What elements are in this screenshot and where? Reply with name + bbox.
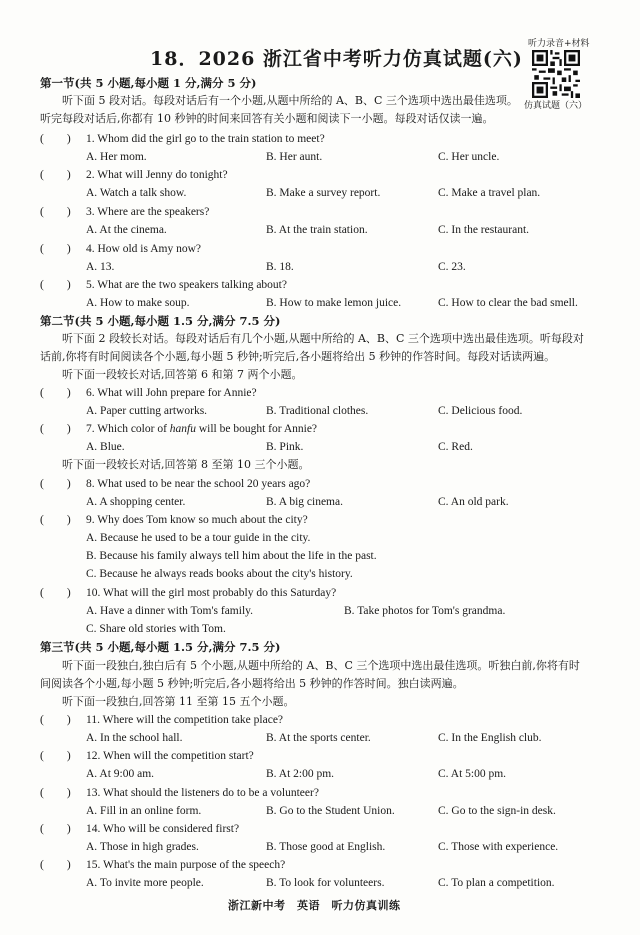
answer-blank[interactable]: ( ): [40, 169, 71, 181]
option-c[interactable]: C. Red.: [438, 441, 473, 453]
option-a[interactable]: A. Those in high grades.: [86, 841, 199, 853]
option-c[interactable]: C. Delicious food.: [438, 405, 523, 417]
answer-blank[interactable]: ( ): [40, 750, 71, 762]
question-6: ( ) 6. What will John prepare for Annie?: [40, 387, 257, 399]
option-b[interactable]: B. How to make lemon juice.: [266, 297, 402, 309]
section-3-subinstruction: 听下面一段独白,回答第 11 至第 15 五个小题。: [62, 695, 295, 708]
section-2-subinstruction: 听下面一段较长对话,回答第 8 至第 10 三个小题。: [62, 458, 310, 471]
answer-blank[interactable]: ( ): [40, 587, 71, 599]
question-4: ( ) 4. How old is Amy now?: [40, 243, 201, 255]
option-c[interactable]: C. Because he always reads books about the city's history.: [86, 568, 353, 580]
option-c[interactable]: C. Those with experience.: [438, 841, 559, 853]
option-b[interactable]: B. Because his family always tell him about the life in the past.: [86, 550, 377, 562]
option-c[interactable]: C. In the restaurant.: [438, 224, 530, 236]
option-b[interactable]: B. At the sports center.: [266, 732, 371, 744]
option-c[interactable]: C. Make a travel plan.: [438, 187, 541, 199]
page-title: 18．2026 浙江省中考听力仿真试题(六): [150, 48, 523, 70]
option-b[interactable]: B. At 2:00 pm.: [266, 768, 335, 780]
answer-blank[interactable]: ( ): [40, 243, 71, 255]
option-b[interactable]: B. Those good at English.: [266, 841, 386, 853]
option-c[interactable]: C. Her uncle.: [438, 151, 500, 163]
option-c[interactable]: C. 23.: [438, 261, 466, 273]
answer-blank[interactable]: ( ): [40, 859, 71, 871]
option-a[interactable]: A. Paper cutting artworks.: [86, 405, 208, 417]
answer-blank[interactable]: ( ): [40, 279, 71, 291]
section-3-instruction: 听下面一段独白,独白后有 5 个小题,从题中所给的 A、B、C 三个选项中选出最佳选项。听独白前,你将有时: [62, 659, 580, 672]
answer-blank[interactable]: ( ): [40, 387, 71, 399]
answer-blank[interactable]: ( ): [40, 133, 71, 145]
answer-blank[interactable]: ( ): [40, 714, 71, 726]
question-9: ( ) 9. Why does Tom know so much about the city?: [40, 514, 308, 526]
qr-code-icon[interactable]: [532, 50, 580, 98]
qr-caption-top: 听力录音+材料: [528, 39, 590, 49]
option-a[interactable]: A. To invite more people.: [86, 877, 204, 889]
question-8: ( ) 8. What used to be near the school 20 years ago?: [40, 478, 311, 490]
section-2-header: 第二节(共 5 小题,每小题 1.5 分,满分 7.5 分): [40, 314, 281, 328]
option-c[interactable]: C. An old park.: [438, 496, 509, 508]
option-c[interactable]: C. To plan a competition.: [438, 877, 555, 889]
section-2-instruction: 话前,你将有时间阅读各个小题,每小题 5 秒钟;听完后,各小题将给出 5 秒钟的作答时间。每段对话读两遍。: [40, 350, 556, 363]
option-c[interactable]: C. How to clear the bad smell.: [438, 297, 578, 309]
question-2: ( ) 2. What will Jenny do tonight?: [40, 169, 228, 181]
option-c[interactable]: C. Share old stories with Tom.: [86, 623, 226, 635]
option-a[interactable]: A. Because he used to be a tour guide in the city.: [86, 532, 311, 544]
section-1-header: 第一节(共 5 小题,每小题 1 分,满分 5 分): [40, 76, 257, 90]
option-b[interactable]: B. At the train station.: [266, 224, 368, 236]
option-a[interactable]: A. Her mom.: [86, 151, 147, 163]
question-10: ( ) 10. What will the girl most probably do this Saturday?: [40, 587, 337, 599]
answer-blank[interactable]: ( ): [40, 787, 71, 799]
question-12: ( ) 12. When will the competition start?: [40, 750, 254, 762]
option-a[interactable]: A. 13.: [86, 261, 115, 273]
qr-caption-bottom: 仿真试题（六）: [524, 101, 588, 111]
option-b[interactable]: B. 18.: [266, 261, 294, 273]
page-footer: 浙江新中考 英语 听力仿真训练: [228, 899, 401, 912]
question-11: ( ) 11. Where will the competition take place?: [40, 714, 284, 726]
answer-blank[interactable]: ( ): [40, 478, 71, 490]
option-c[interactable]: C. Go to the sign-in desk.: [438, 805, 556, 817]
answer-blank[interactable]: ( ): [40, 514, 71, 526]
question-3: ( ) 3. Where are the speakers?: [40, 206, 210, 218]
option-b[interactable]: B. A big cinema.: [266, 496, 343, 508]
option-c[interactable]: C. In the English club.: [438, 732, 542, 744]
question-1: ( ) 1. Whom did the girl go to the train station to meet?: [40, 133, 325, 145]
question-15: ( ) 15. What's the main purpose of the speech?: [40, 859, 286, 871]
option-a[interactable]: A. A shopping center.: [86, 496, 186, 508]
section-2-subinstruction: 听下面一段较长对话,回答第 6 和第 7 两个小题。: [62, 368, 303, 381]
option-c[interactable]: C. At 5:00 pm.: [438, 768, 507, 780]
answer-blank[interactable]: ( ): [40, 206, 71, 218]
option-b[interactable]: B. Go to the Student Union.: [266, 805, 395, 817]
option-a[interactable]: A. How to make soup.: [86, 297, 190, 309]
option-a[interactable]: A. Fill in an online form.: [86, 805, 202, 817]
section-3-instruction: 间阅读各个小题,每小题 5 秒钟;听完后,各小题将给出 5 秒钟的作答时间。独白读两遍。: [40, 677, 464, 690]
option-a[interactable]: A. Watch a talk show.: [86, 187, 187, 199]
answer-blank[interactable]: ( ): [40, 423, 71, 435]
option-b[interactable]: B. Make a survey report.: [266, 187, 381, 199]
option-a[interactable]: A. Have a dinner with Tom's family.: [86, 605, 254, 617]
option-b[interactable]: B. Her aunt.: [266, 151, 323, 163]
option-b[interactable]: B. Pink.: [266, 441, 304, 453]
question-13: ( ) 13. What should the listeners do to be a volunteer?: [40, 787, 319, 799]
option-a[interactable]: A. Blue.: [86, 441, 125, 453]
section-2-instruction: 听下面 2 段较长对话。每段对话后有几个小题,从题中所给的 A、B、C 三个选项中选出最佳选项。听每段对: [62, 332, 584, 345]
option-b[interactable]: B. Take photos for Tom's grandma.: [344, 605, 506, 617]
option-a[interactable]: A. At 9:00 am.: [86, 768, 155, 780]
section-1-instruction: 听下面 5 段对话。每段对话后有一个小题,从题中所给的 A、B、C 三个选项中选出最佳选项。: [62, 94, 518, 107]
question-7: ( ) 7. Which color of hanfu will be bought for Annie?: [40, 423, 318, 435]
option-b[interactable]: B. To look for volunteers.: [266, 877, 385, 889]
question-5: ( ) 5. What are the two speakers talking about?: [40, 279, 287, 291]
option-a[interactable]: A. At the cinema.: [86, 224, 167, 236]
option-a[interactable]: A. In the school hall.: [86, 732, 183, 744]
question-14: ( ) 14. Who will be considered first?: [40, 823, 240, 835]
section-3-header: 第三节(共 5 小题,每小题 1.5 分,满分 7.5 分): [40, 640, 281, 654]
option-b[interactable]: B. Traditional clothes.: [266, 405, 369, 417]
section-1-instruction: 听完每段对话后,你都有 10 秒钟的时间来回答有关小题和阅读下一小题。每段对话仅读一遍。: [40, 112, 494, 125]
answer-blank[interactable]: ( ): [40, 823, 71, 835]
